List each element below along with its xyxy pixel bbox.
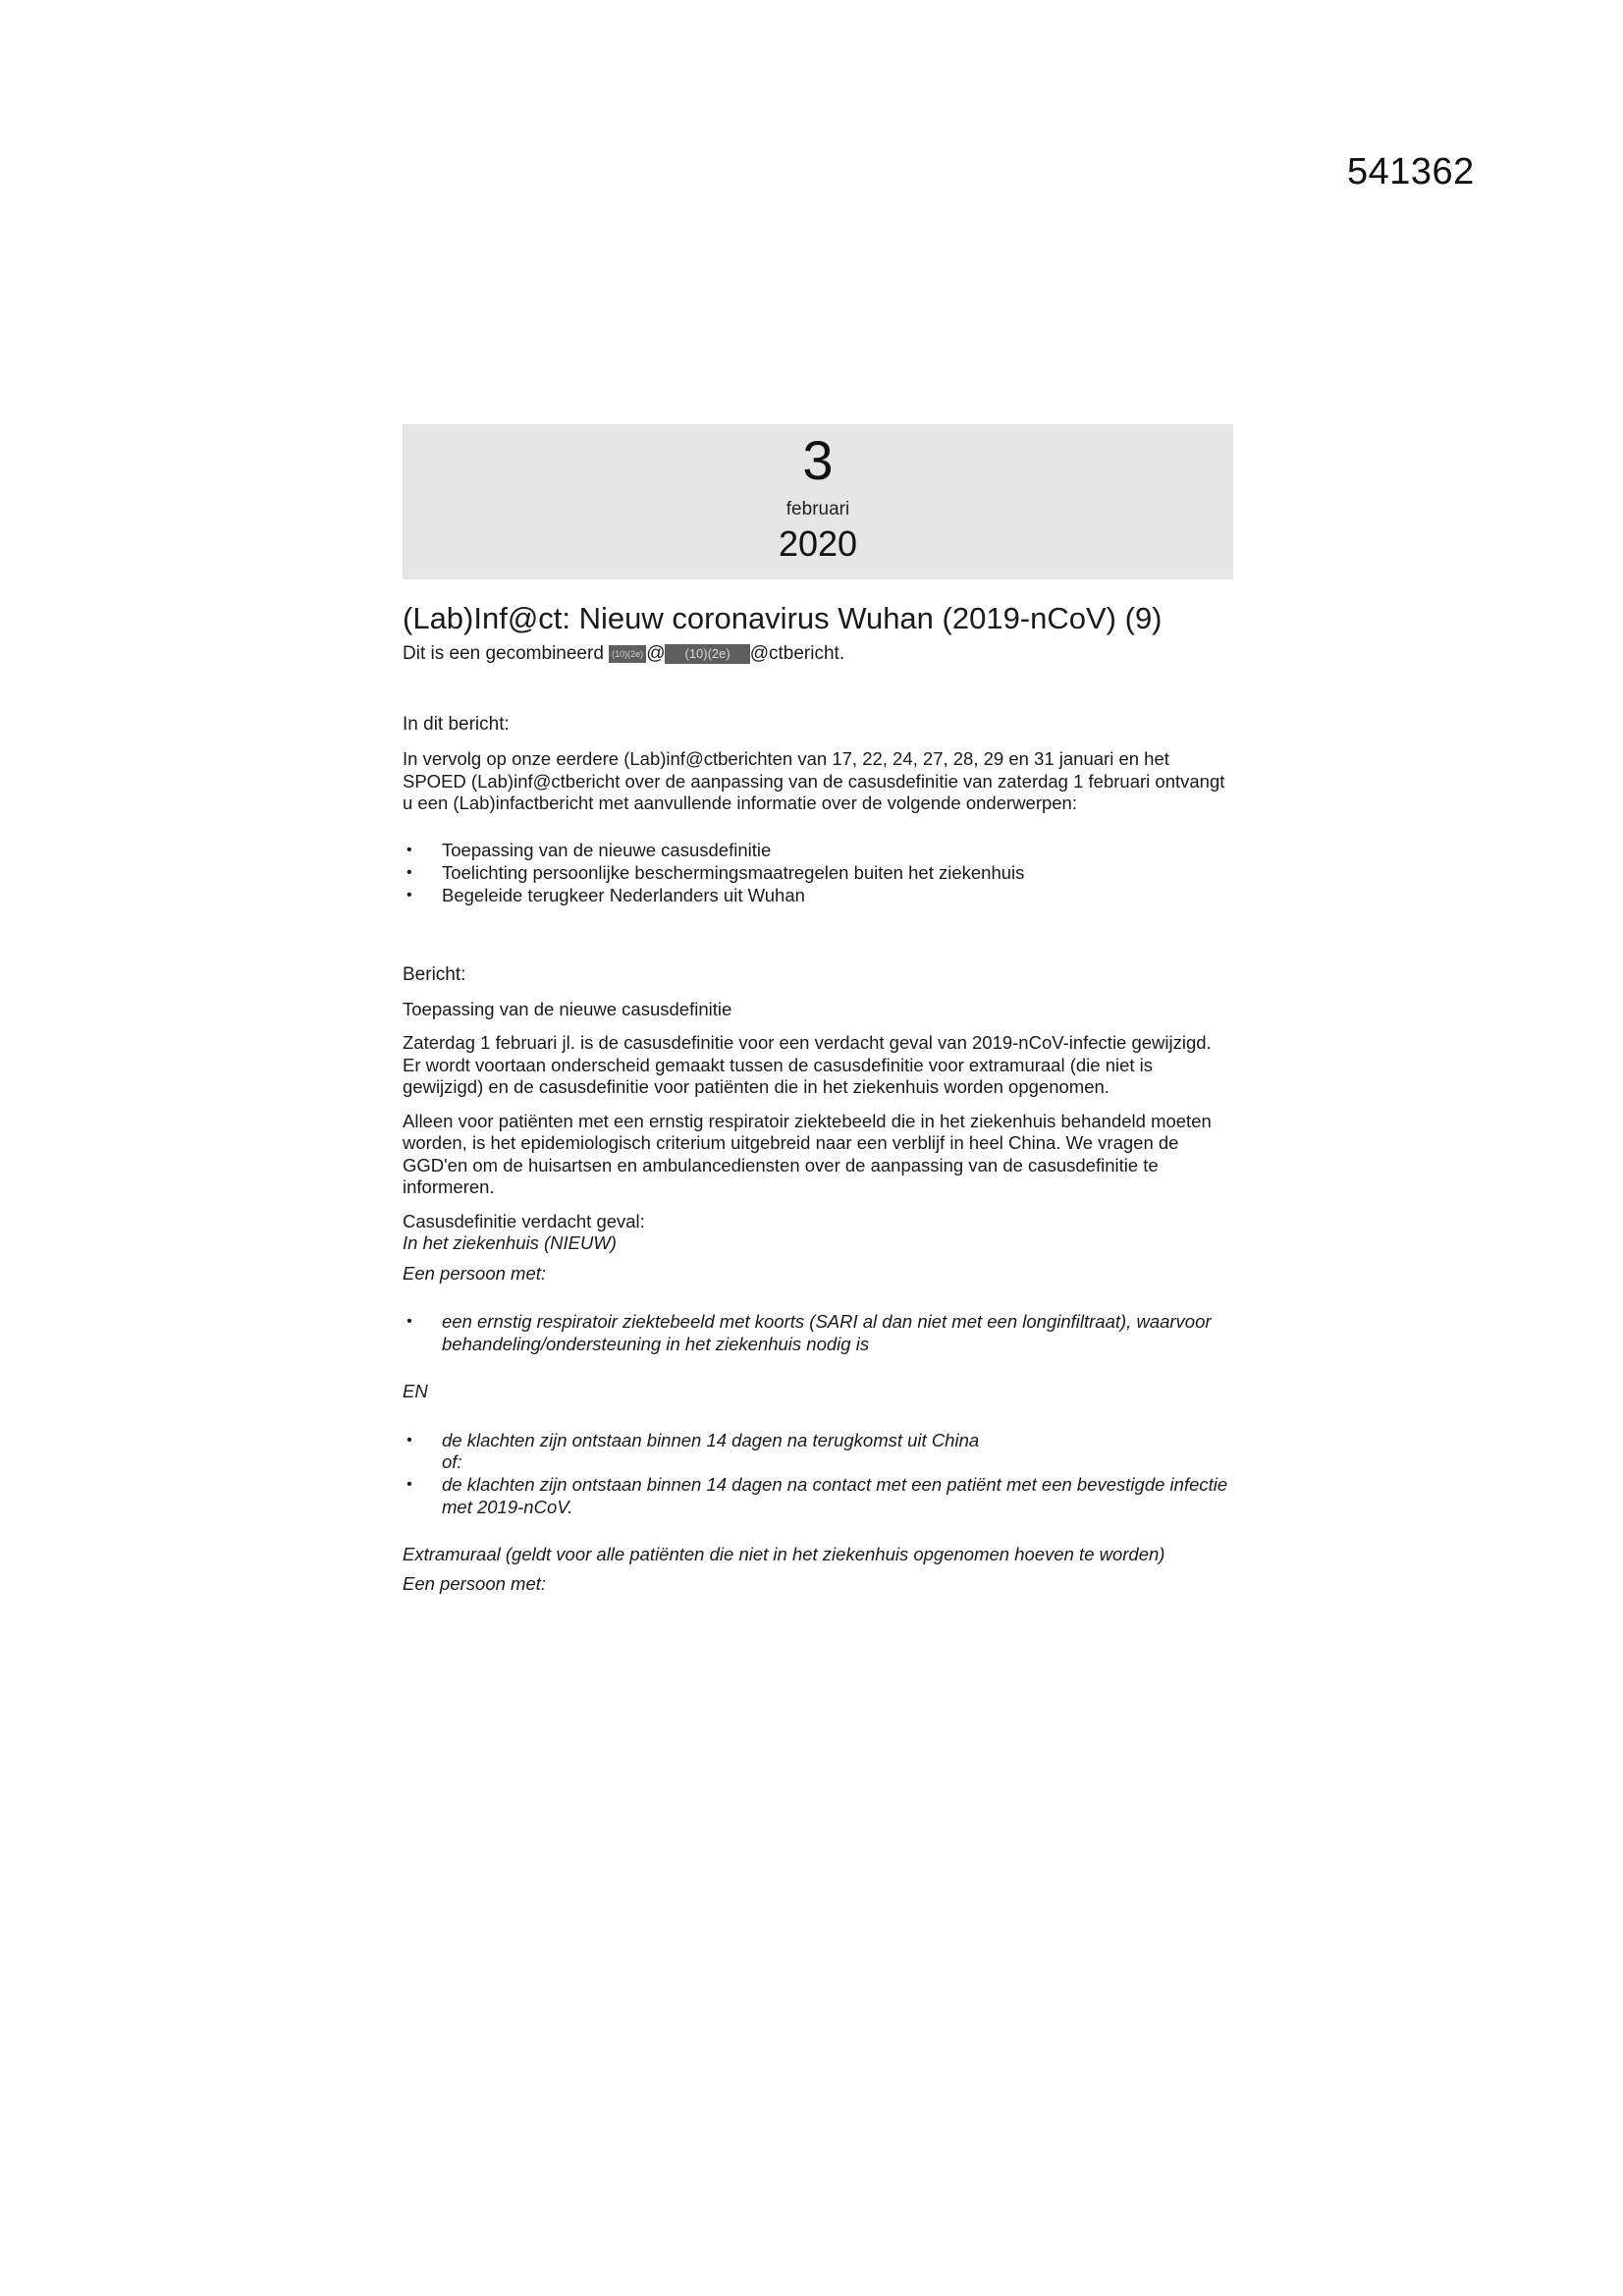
- redaction-large: (10)(2e): [665, 644, 749, 664]
- list-item: • Toepassing van de nieuwe casusdefinitie: [403, 839, 1233, 861]
- person-with-label-2: Een persoon met:: [403, 1573, 547, 1594]
- date-banner: [403, 424, 1233, 579]
- or-label: of:: [442, 1450, 462, 1472]
- message-subtitle: [403, 642, 1233, 666]
- redaction-small: (10)(2e): [609, 645, 646, 663]
- list-item: • de klachten zijn ontstaan binnen 14 dagen na terugkomst uit China: [403, 1429, 1233, 1451]
- message-content: [403, 424, 1233, 1596]
- message-title: (Lab)Inf@ct: Nieuw coronavirus Wuhan (2019-nCoV) (9): [403, 601, 1163, 635]
- message-paragraph-1: Zaterdag 1 februari jl. is de casusdefinitie voor een verdacht geval van 2019-nCoV-infectie gewijzigd. Er wordt voortaan onderscheid gemaakt tussen de casusdefinitie voor extramuraal (die niet is gewijzigd) en de casusdefinitie voor patiënten die in het ziekenhuis worden opgenomen.: [403, 1032, 1212, 1097]
- list-item: • Begeleide terugkeer Nederlanders uit Wuhan: [403, 884, 1233, 906]
- list-item: • een ernstig respiratoir ziektebeeld met koorts (SARI al dan niet met een longinfiltraat), waarvoor behandeling/ondersteuning in het ziekenhuis nodig is: [403, 1310, 1233, 1355]
- message-paragraph-2: Alleen voor patiënten met een ernstig respiratoir ziektebeeld die in het ziekenhuis behandeld moeten worden, is het epidemiologisch criterium uitgebreid naar een verblijf in heel China. We vragen de GGD'en om de huisartsen en ambulancediensten over de aanpassing van de casusdefinitie te informeren.: [403, 1110, 1212, 1197]
- person-with-label: Een persoon met:: [403, 1262, 547, 1284]
- list-item: • Toelichting persoonlijke beschermingsmaatregelen buiten het ziekenhuis: [403, 861, 1233, 884]
- extramural-label: Extramuraal (geldt voor alle patiënten die niet in het ziekenhuis opgenomen hoeven te worden): [403, 1543, 1165, 1564]
- message-heading: Bericht:: [403, 963, 466, 985]
- hospital-label: In het ziekenhuis (NIEUW): [403, 1232, 617, 1253]
- subtitle-suffix: @ctbericht.: [749, 643, 845, 664]
- topics-list: [403, 839, 1233, 906]
- epi-criteria-list: [403, 1429, 1233, 1451]
- subtitle-prefix: Dit is een gecombineerd: [403, 643, 604, 664]
- message-subheading: Toepassing van de nieuwe casusdefinitie: [403, 998, 732, 1019]
- intro-heading: In dit bericht:: [403, 714, 510, 735]
- intro-paragraph: In vervolg op onze eerdere (Lab)inf@ctberichten van 17, 22, 24, 27, 28, 29 en 31 januari en het SPOED (Lab)inf@ctbericht over de aanpassing van de casusdefinitie van zaterdag 1 februari ontvangt u een (Lab)infactbericht met aanvullende informatie over de volgende onderwerpen:: [403, 748, 1225, 813]
- epi-criteria-list-2: [403, 1473, 1233, 1518]
- subtitle-at-sign: @: [646, 643, 666, 664]
- date-day: 3: [802, 429, 834, 491]
- document-number: 541362: [1347, 151, 1475, 192]
- date-year: 2020: [778, 523, 858, 564]
- clinical-criteria-list: [403, 1310, 1233, 1355]
- and-label: EN: [403, 1381, 428, 1401]
- list-item: • de klachten zijn ontstaan binnen 14 dagen na contact met een patiënt met een bevestigde infectie met 2019-nCoV.: [403, 1473, 1233, 1518]
- case-definition-label: Casusdefinitie verdacht geval:: [403, 1210, 645, 1231]
- date-month: februari: [785, 499, 850, 519]
